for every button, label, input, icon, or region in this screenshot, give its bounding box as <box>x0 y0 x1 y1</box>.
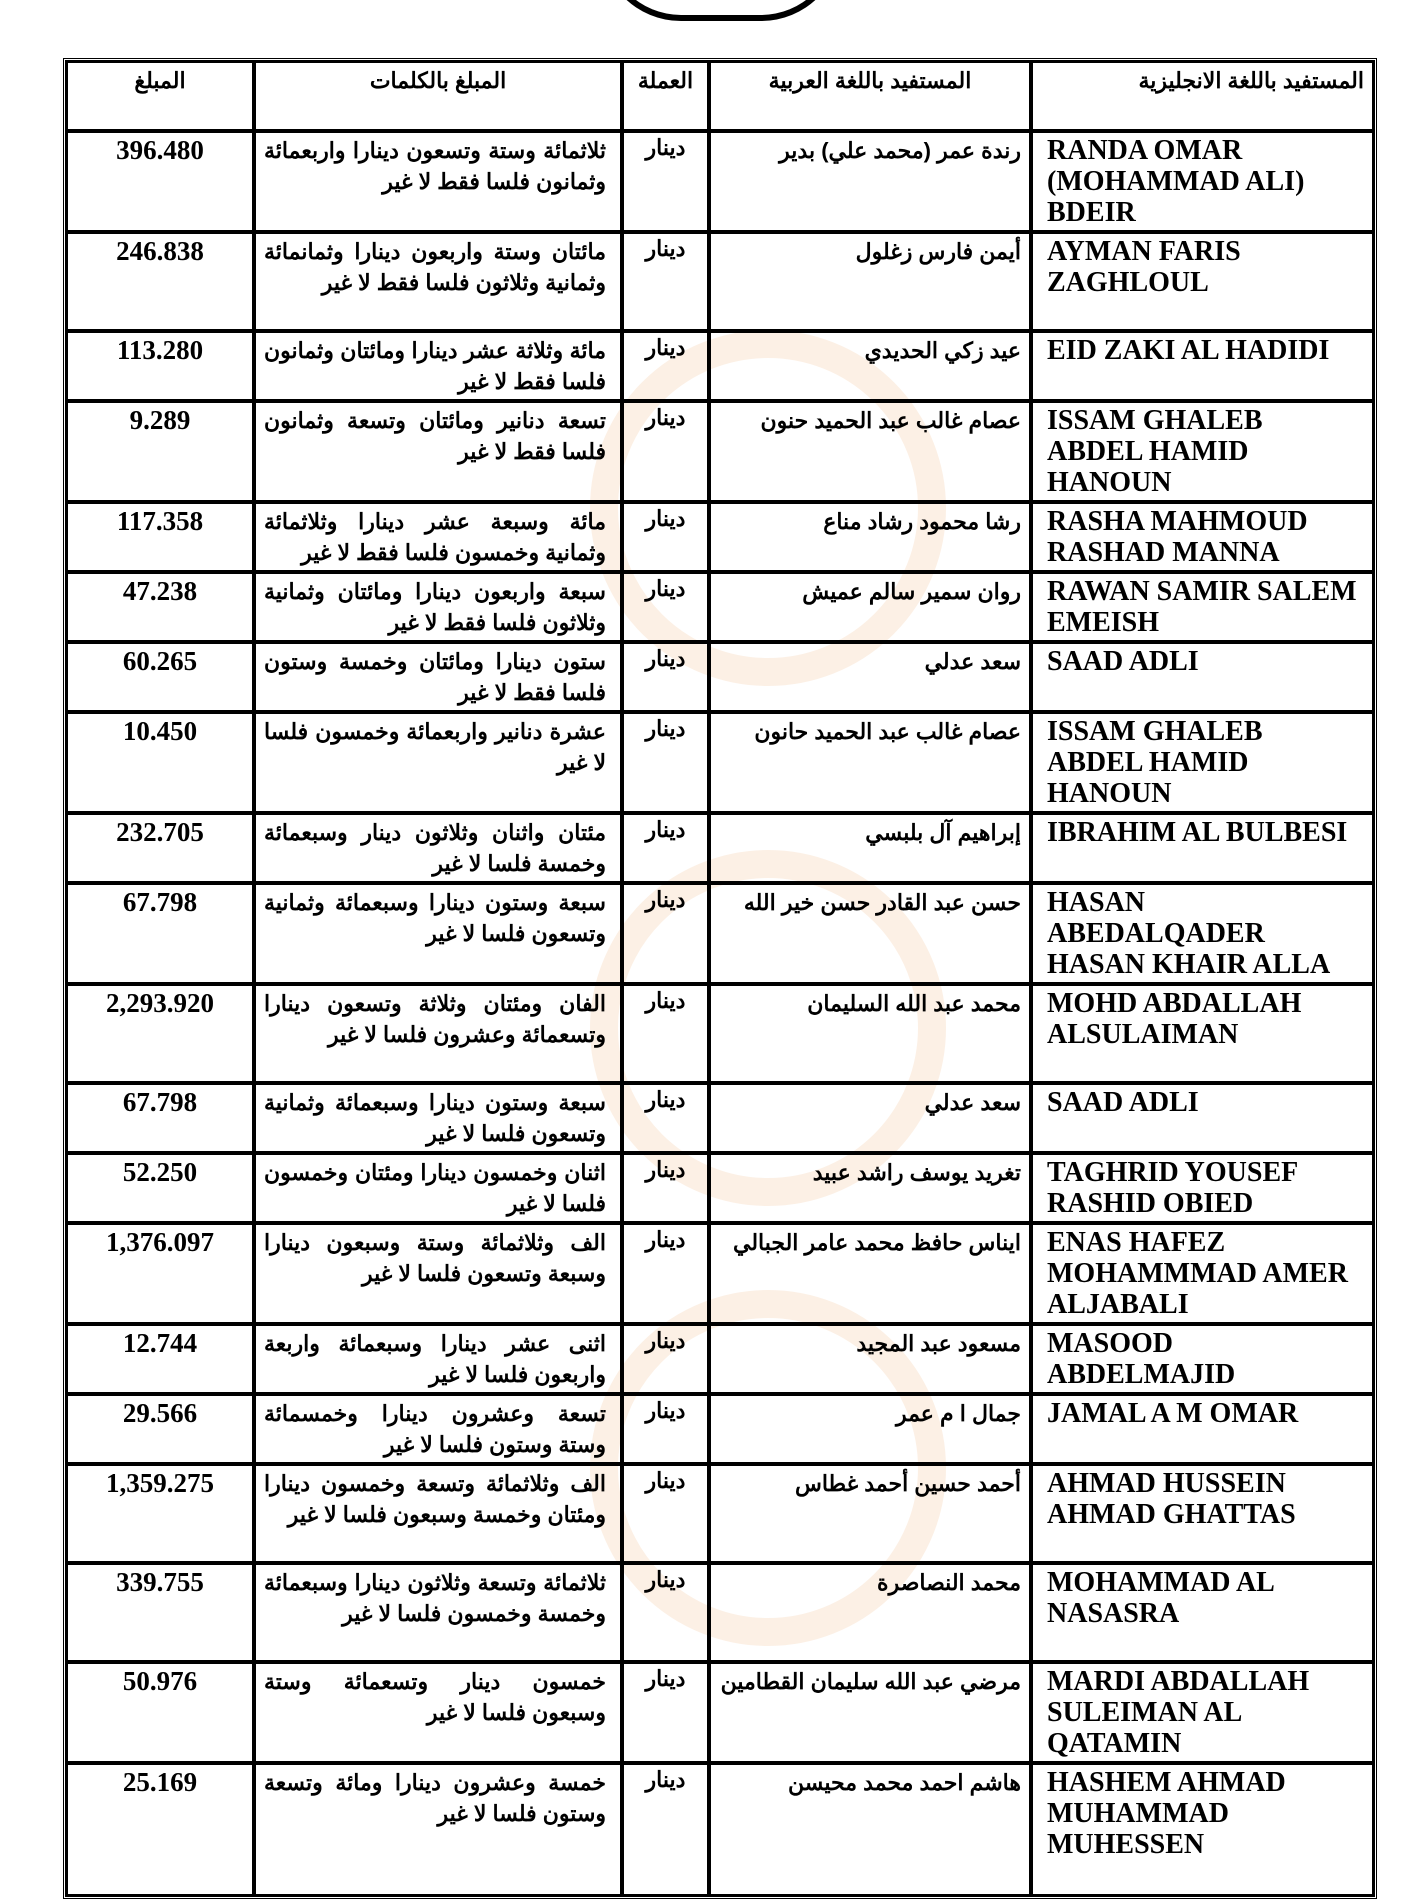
beneficiary-ar-cell: هاشم احمد محمد محيسن <box>709 1763 1031 1896</box>
amount-cell: 1,376.097 <box>66 1223 254 1324</box>
table-row <box>66 642 1374 712</box>
amount-cell: 29.566 <box>66 1394 254 1464</box>
beneficiaries-table <box>63 58 1377 1899</box>
table-row <box>66 232 1374 331</box>
beneficiary-en-cell: JAMAL A M OMAR <box>1031 1394 1374 1464</box>
currency-cell: دينار <box>622 1083 709 1153</box>
beneficiary-ar-cell: روان سمير سالم عميش <box>709 572 1031 642</box>
top-arc-decoration <box>600 0 842 21</box>
beneficiary-ar-cell: إبراهيم آل بلبسي <box>709 813 1031 883</box>
header-currency: العملة <box>622 61 709 131</box>
amount-words-cell: مائة وسبعة عشر دينارا وثلاثمائة وثمانية وخمسون فلسا فقط لا غير <box>254 502 622 572</box>
beneficiary-ar-cell: عصام غالب عبد الحميد حنون <box>709 401 1031 502</box>
table-row <box>66 1223 1374 1324</box>
amount-words-cell: ستون دينارا ومائتان وخمسة وستون فلسا فقط لا غير <box>254 642 622 712</box>
amount-cell: 67.798 <box>66 1083 254 1153</box>
beneficiary-ar-cell: عيد زكي الحديدي <box>709 331 1031 401</box>
header-amount-words: المبلغ بالكلمات <box>254 61 622 131</box>
currency-cell: دينار <box>622 1763 709 1896</box>
currency-cell: دينار <box>622 232 709 331</box>
beneficiary-ar-cell: رشا محمود رشاد مناع <box>709 502 1031 572</box>
beneficiary-en-cell: ISSAM GHALEB ABDEL HAMID HANOUN <box>1031 712 1374 813</box>
amount-cell: 25.169 <box>66 1763 254 1896</box>
currency-cell: دينار <box>622 1464 709 1563</box>
beneficiary-ar-cell: جمال ا م عمر <box>709 1394 1031 1464</box>
currency-cell: دينار <box>622 1324 709 1394</box>
currency-cell: دينار <box>622 131 709 232</box>
table-row <box>66 331 1374 401</box>
header-amount: المبلغ <box>66 61 254 131</box>
currency-cell: دينار <box>622 883 709 984</box>
currency-cell: دينار <box>622 1153 709 1223</box>
table-row <box>66 1563 1374 1662</box>
beneficiary-en-cell: RAWAN SAMIR SALEM EMEISH <box>1031 572 1374 642</box>
currency-cell: دينار <box>622 1223 709 1324</box>
currency-cell: دينار <box>622 642 709 712</box>
amount-words-cell: سبعة وستون دينارا وسبعمائة وثمانية وتسعون فلسا لا غير <box>254 1083 622 1153</box>
currency-cell: دينار <box>622 401 709 502</box>
table-row <box>66 572 1374 642</box>
table-row <box>66 883 1374 984</box>
beneficiary-ar-cell: محمد النصاصرة <box>709 1563 1031 1662</box>
amount-cell: 113.280 <box>66 331 254 401</box>
amount-words-cell: ثلاثمائة وتسعة وثلاثون دينارا وسبعمائة وخمسة وخمسون فلسا لا غير <box>254 1563 622 1662</box>
amount-words-cell: مائة وثلاثة عشر دينارا ومائتان وثمانون فلسا فقط لا غير <box>254 331 622 401</box>
header-beneficiary-en: المستفيد باللغة الانجليزية <box>1031 61 1374 131</box>
amount-words-cell: عشرة دنانير واربعمائة وخمسون فلسا لا غير <box>254 712 622 813</box>
beneficiary-ar-cell: مرضي عبد الله سليمان القطامين <box>709 1662 1031 1763</box>
amount-words-cell: اثنى عشر دينارا وسبعمائة واربعة واربعون فلسا لا غير <box>254 1324 622 1394</box>
beneficiary-en-cell: SAAD ADLI <box>1031 1083 1374 1153</box>
amount-cell: 246.838 <box>66 232 254 331</box>
beneficiary-ar-cell: سعد عدلي <box>709 1083 1031 1153</box>
beneficiary-en-cell: ISSAM GHALEB ABDEL HAMID HANOUN <box>1031 401 1374 502</box>
currency-cell: دينار <box>622 502 709 572</box>
beneficiary-en-cell: IBRAHIM AL BULBESI <box>1031 813 1374 883</box>
table-row <box>66 813 1374 883</box>
beneficiary-en-cell: EID ZAKI AL HADIDI <box>1031 331 1374 401</box>
amount-cell: 2,293.920 <box>66 984 254 1083</box>
currency-cell: دينار <box>622 984 709 1083</box>
header-beneficiary-ar: المستفيد باللغة العربية <box>709 61 1031 131</box>
beneficiary-ar-cell: ايناس حافظ محمد عامر الجبالي <box>709 1223 1031 1324</box>
amount-cell: 12.744 <box>66 1324 254 1394</box>
amount-cell: 60.265 <box>66 642 254 712</box>
amount-words-cell: سبعة وستون دينارا وسبعمائة وثمانية وتسعون فلسا لا غير <box>254 883 622 984</box>
table-row <box>66 1763 1374 1896</box>
amount-words-cell: الفان ومئتان وثلاثة وتسعون دينارا وتسعمائة وعشرون فلسا لا غير <box>254 984 622 1083</box>
table-row <box>66 984 1374 1083</box>
amount-words-cell: تسعة وعشرون دينارا وخمسمائة وستة وستون فلسا لا غير <box>254 1394 622 1464</box>
beneficiary-en-cell: MOHAMMAD AL NASASRA <box>1031 1563 1374 1662</box>
beneficiary-en-cell: AYMAN FARIS ZAGHLOUL <box>1031 232 1374 331</box>
currency-cell: دينار <box>622 1394 709 1464</box>
currency-cell: دينار <box>622 331 709 401</box>
table-row <box>66 1083 1374 1153</box>
amount-cell: 47.238 <box>66 572 254 642</box>
beneficiary-en-cell: MARDI ABDALLAH SULEIMAN AL QATAMIN <box>1031 1662 1374 1763</box>
amount-words-cell: سبعة واربعون دينارا ومائتان وثمانية وثلاثون فلسا فقط لا غير <box>254 572 622 642</box>
amount-cell: 339.755 <box>66 1563 254 1662</box>
table-row <box>66 1394 1374 1464</box>
amount-words-cell: تسعة دنانير ومائتان وتسعة وثمانون فلسا فقط لا غير <box>254 401 622 502</box>
currency-cell: دينار <box>622 1662 709 1763</box>
amount-cell: 396.480 <box>66 131 254 232</box>
currency-cell: دينار <box>622 712 709 813</box>
beneficiary-en-cell: MOHD ABDALLAH ALSULAIMAN <box>1031 984 1374 1083</box>
table-row <box>66 1464 1374 1563</box>
amount-words-cell: خمسون دينار وتسعمائة وستة وسبعون فلسا لا غير <box>254 1662 622 1763</box>
amount-words-cell: مئتان واثنان وثلاثون دينار وسبعمائة وخمسة فلسا لا غير <box>254 813 622 883</box>
table-row <box>66 1662 1374 1763</box>
currency-cell: دينار <box>622 572 709 642</box>
amount-words-cell: ثلاثمائة وستة وتسعون دينارا واربعمائة وثمانون فلسا فقط لا غير <box>254 131 622 232</box>
beneficiary-en-cell: RASHA MAHMOUD RASHAD MANNA <box>1031 502 1374 572</box>
beneficiary-en-cell: SAAD ADLI <box>1031 642 1374 712</box>
beneficiary-en-cell: AHMAD HUSSEIN AHMAD GHATTAS <box>1031 1464 1374 1563</box>
amount-cell: 9.289 <box>66 401 254 502</box>
beneficiary-ar-cell: عصام غالب عبد الحميد حانون <box>709 712 1031 813</box>
amount-words-cell: خمسة وعشرون دينارا ومائة وتسعة وستون فلسا لا غير <box>254 1763 622 1896</box>
beneficiary-en-cell: MASOOD ABDELMAJID <box>1031 1324 1374 1394</box>
beneficiary-ar-cell: تغريد يوسف راشد عبيد <box>709 1153 1031 1223</box>
table-row <box>66 502 1374 572</box>
amount-cell: 10.450 <box>66 712 254 813</box>
table-row <box>66 1153 1374 1223</box>
beneficiary-en-cell: HASHEM AHMAD MUHAMMAD MUHESSEN <box>1031 1763 1374 1896</box>
amount-cell: 50.976 <box>66 1662 254 1763</box>
amount-cell: 67.798 <box>66 883 254 984</box>
amount-cell: 52.250 <box>66 1153 254 1223</box>
amount-words-cell: اثنان وخمسون دينارا ومئتان وخمسون فلسا لا غير <box>254 1153 622 1223</box>
table-row <box>66 712 1374 813</box>
beneficiary-ar-cell: سعد عدلي <box>709 642 1031 712</box>
amount-cell: 1,359.275 <box>66 1464 254 1563</box>
currency-cell: دينار <box>622 813 709 883</box>
beneficiary-ar-cell: مسعود عبد المجيد <box>709 1324 1031 1394</box>
beneficiary-en-cell: RANDA OMAR (MOHAMMAD ALI) BDEIR <box>1031 131 1374 232</box>
beneficiary-en-cell: ENAS HAFEZ MOHAMMMAD AMER ALJABALI <box>1031 1223 1374 1324</box>
currency-cell: دينار <box>622 1563 709 1662</box>
beneficiary-ar-cell: رندة عمر (محمد علي) بدير <box>709 131 1031 232</box>
amount-words-cell: مائتان وستة واربعون دينارا وثمانمائة وثمانية وثلاثون فلسا فقط لا غير <box>254 232 622 331</box>
beneficiary-ar-cell: أحمد حسين أحمد غطاس <box>709 1464 1031 1563</box>
amount-cell: 232.705 <box>66 813 254 883</box>
beneficiary-en-cell: TAGHRID YOUSEF RASHID OBIED <box>1031 1153 1374 1223</box>
table-row <box>66 131 1374 232</box>
beneficiary-ar-cell: أيمن فارس زغلول <box>709 232 1031 331</box>
amount-words-cell: الف وثلاثمائة وستة وسبعون دينارا وسبعة وتسعون فلسا لا غير <box>254 1223 622 1324</box>
beneficiary-ar-cell: حسن عبد القادر حسن خير الله <box>709 883 1031 984</box>
header-row <box>66 61 1374 131</box>
table-row <box>66 401 1374 502</box>
amount-words-cell: الف وثلاثمائة وتسعة وخمسون دينارا ومئتان وخمسة وسبعون فلسا لا غير <box>254 1464 622 1563</box>
beneficiary-en-cell: HASAN ABEDALQADER HASAN KHAIR ALLA <box>1031 883 1374 984</box>
amount-cell: 117.358 <box>66 502 254 572</box>
beneficiary-ar-cell: محمد عبد الله السليمان <box>709 984 1031 1083</box>
table-row <box>66 1324 1374 1394</box>
